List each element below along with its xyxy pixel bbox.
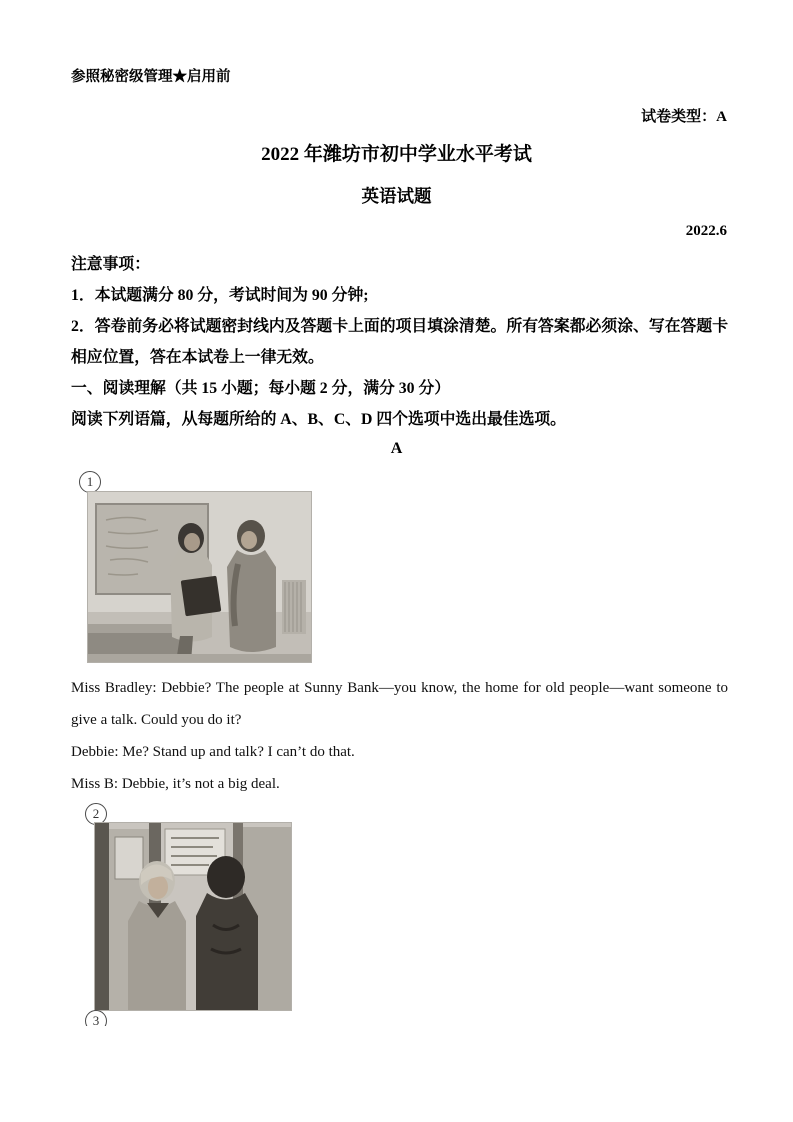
note-item-1: 1．本试题满分 80 分，考试时间为 90 分钟; [71,287,369,304]
circled-number-3 [85,1010,107,1026]
photo-classroom-image [88,492,311,662]
photo-classroom-scene [87,491,312,663]
exam-date: 2022.6 [685,223,727,239]
dialog-block [71,672,728,800]
note-item-2: 2．答卷前务必将试题密封线内及答题卡上面的项目填涂清楚。所有答案都必须涂、写在答题卡相应位置，答在本试卷上一律无效。 [71,318,728,366]
paper-type-label: 试卷类型：A [641,109,727,125]
photo-hallway-scene [94,822,292,1011]
circled-number-3-text: 3 [92,1013,100,1026]
exam-title: 2022 年潍坊市初中学业水平考试 [261,144,532,165]
circled-number-3-partial [85,1010,111,1026]
dialog-line-1: Miss Bradley: Debbie? The people at Sunny Bank—you know, the home for old people—want someone to give a talk. Could you do it? [71,680,728,728]
photo-hallway-image [95,823,291,1010]
section-heading: 一、阅读理解（共 15 小题；每小题 2 分，满分 30 分） [71,380,451,397]
circled-number-1 [79,471,101,493]
circled-number-2-text: 2 [92,806,100,821]
security-notice: 参照秘密级管理★启用前 [71,69,231,85]
dialog-line-3: Miss B: Debbie, it’s not a big deal. [71,776,280,792]
section-instruction: 阅读下列语篇，从每题所给的 A、B、C、D 四个选项中选出最佳选项。 [71,411,566,428]
notes-heading: 注意事项： [71,256,150,273]
circled-number-1-text: 1 [86,474,94,489]
passage-label-a: A [390,440,403,457]
dialog-line-2: Debbie: Me? Stand up and talk? I can’t do that. [71,744,355,760]
notice-and-section-block [71,249,728,435]
exam-subtitle: 英语试题 [361,186,432,206]
